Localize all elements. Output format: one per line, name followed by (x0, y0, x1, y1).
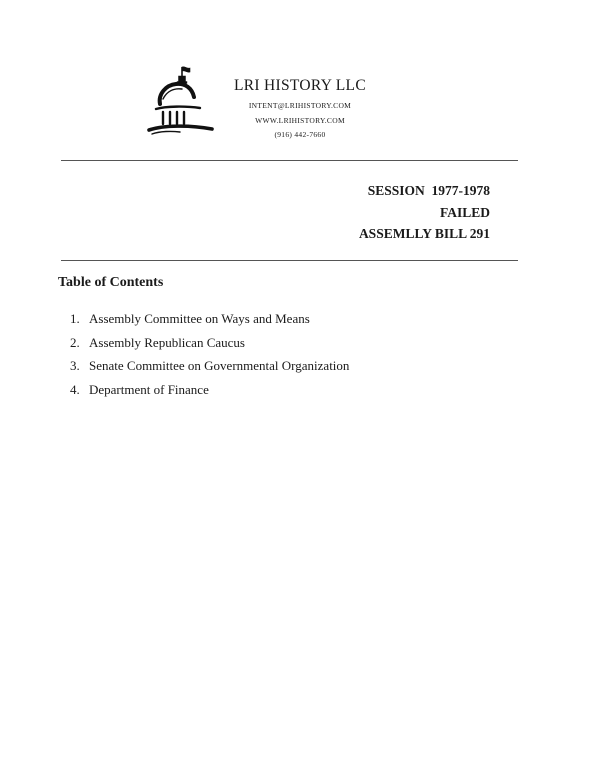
company-website: WWW.LRIHISTORY.COM (255, 115, 345, 125)
session-label: SESSION 1977-1978 (367, 183, 490, 198)
toc-item-label: Senate Committee on Governmental Organization (89, 358, 350, 373)
bill-divider (61, 260, 518, 261)
toc-item (70, 378, 349, 402)
toc-item-number: 3. (70, 358, 80, 373)
bill-status: FAILED (439, 204, 490, 220)
capitol-dome-icon (146, 64, 214, 138)
toc-item-label: Assembly Republican Caucus (89, 334, 245, 350)
bill-number: ASSEMLLY BILL 291 (358, 226, 490, 241)
toc-item-number: 2. (70, 334, 80, 350)
toc-item (70, 307, 349, 331)
toc-item (70, 354, 349, 378)
company-phone: (916) 442-7660 (274, 130, 326, 139)
company-email: INTENT@LRIHISTORY.COM (248, 101, 352, 110)
bill-info (359, 180, 490, 245)
toc-item-label: Department of Finance (89, 381, 209, 397)
header-divider (61, 160, 518, 161)
company-name: LRI HISTORY LLC (234, 77, 366, 94)
toc-title: Table of Contents (58, 275, 164, 290)
company-header (222, 76, 378, 143)
toc-item-number: 1. (70, 311, 80, 326)
toc-item-label: Assembly Committee on Ways and Means (89, 311, 310, 326)
toc-item (70, 331, 349, 355)
toc-item-number: 4. (70, 381, 80, 397)
toc-list (70, 307, 349, 401)
